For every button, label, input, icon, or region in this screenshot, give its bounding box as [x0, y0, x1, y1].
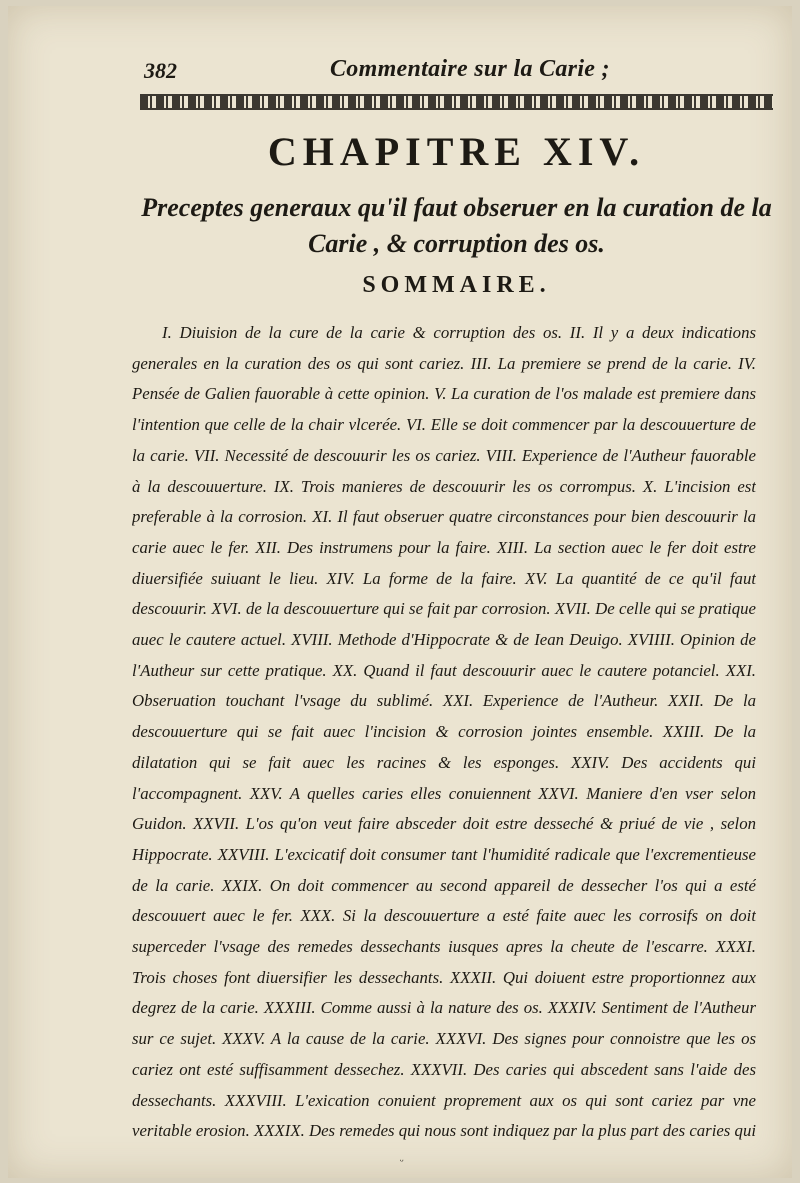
- summary-heading: SOMMAIRE.: [362, 272, 551, 298]
- chapter-title: CHAPITRE XIV.: [267, 129, 646, 174]
- bottom-mark: ᵕ: [400, 1154, 404, 1168]
- page-header: [144, 54, 784, 94]
- chapter-subtitle: Preceptes generaux qu'il faut obseruer en la curation de la Carie , & corruption des os.: [141, 193, 772, 258]
- summary-paragraph: I. Diuision de la cure de la carie & corruption des os. II. Il y a deux indications generales en la curation des os qui sont cariez. III. La premiere se prend de la carie. IV. Pensée de Galien fauorable à cette opinion. V. La curation de l'os malade est premiere dans l'intention que celle de la chair vlcerée. VI. Elle se doit commencer par la descouuerture de la carie. VII. Necessité de descouurir les os cariez. VIII. Experience de l'Autheur fauorable à la descouuerture. IX. Trois manieres de descouurir les os corrompus. X. L'incision est preferable à la corrosion. XI. Il faut obseruer quatre circonstances pour bien descouurir la carie auec le fer. XII. Des instrumens pour la faire. XIII. La section auec le fer doit estre diuersifiée suiuant le lieu. XIV. La forme de la faire. XV. La quantité de ce qu'il faut descouurir. XVI. de la descouuerture qui se fait par corrosion. XVII. De celle qui se pratique auec le cautere actuel. XVIII. Methode d'Hippocrate & de Iean Deuigo. XVIIII. Opinion de l'Autheur sur cette pratique. XX. Quand il faut descouurir auec le cautere potanciel. XXI. Obseruation touchant l'vsage du sublimé. XXI. Experience de l'Autheur. XXII. De la descouuerture qui se fait auec l'incision & corrosion jointes ensemble. XXIII. De la dilatation qui se fait auec les racines & les esponges. XXIV. Des accidents qui l'accompagnent. XXV. A quelles caries elles conuiennent XXVI. Maniere d'en vser selon Guidon. XXVII. L'os qu'on veut faire absceder doit estre desseché & priué de vie , selon Hippocrate. XXVIII. L'excicatif doit consumer tant l'humidité radicale que l'excrementieuse de la carie. XXIX. On doit commencer au second appareil de dessecher l'os qui a esté descouuert auec le fer. XXX. Si la descouuerture a esté faite auec les corrosifs on doit superceder l'vsage des remedes dessechants iusques apres la cheute de l'escarre. XXXI. Trois choses font diuersifier les dessechants. XXXII. Qui doiuent estre proportionnez aux degrez de la carie. XXXIII. Comme aussi à la nature des os. XXXIV. Sentiment de l'Autheur sur ce sujet. XXXV. A la cause de la carie. XXXVI. Des signes pour connoistre que les os cariez ont esté suffisamment dessechez. XXXVII. Des caries qui abscedent sans l'aide des dessechants. XXXVIII. L'exication conuient proprement aux os qui sont cariez par vne veritable erosion. XXXIX. Des remedes qui nous sont indiquez par la plus part des caries qui: [132, 323, 756, 1141]
- decorative-ornament-band: [140, 94, 773, 110]
- page-number: 382: [144, 58, 177, 83]
- running-title: Commentaire sur la Carie ;: [330, 56, 610, 82]
